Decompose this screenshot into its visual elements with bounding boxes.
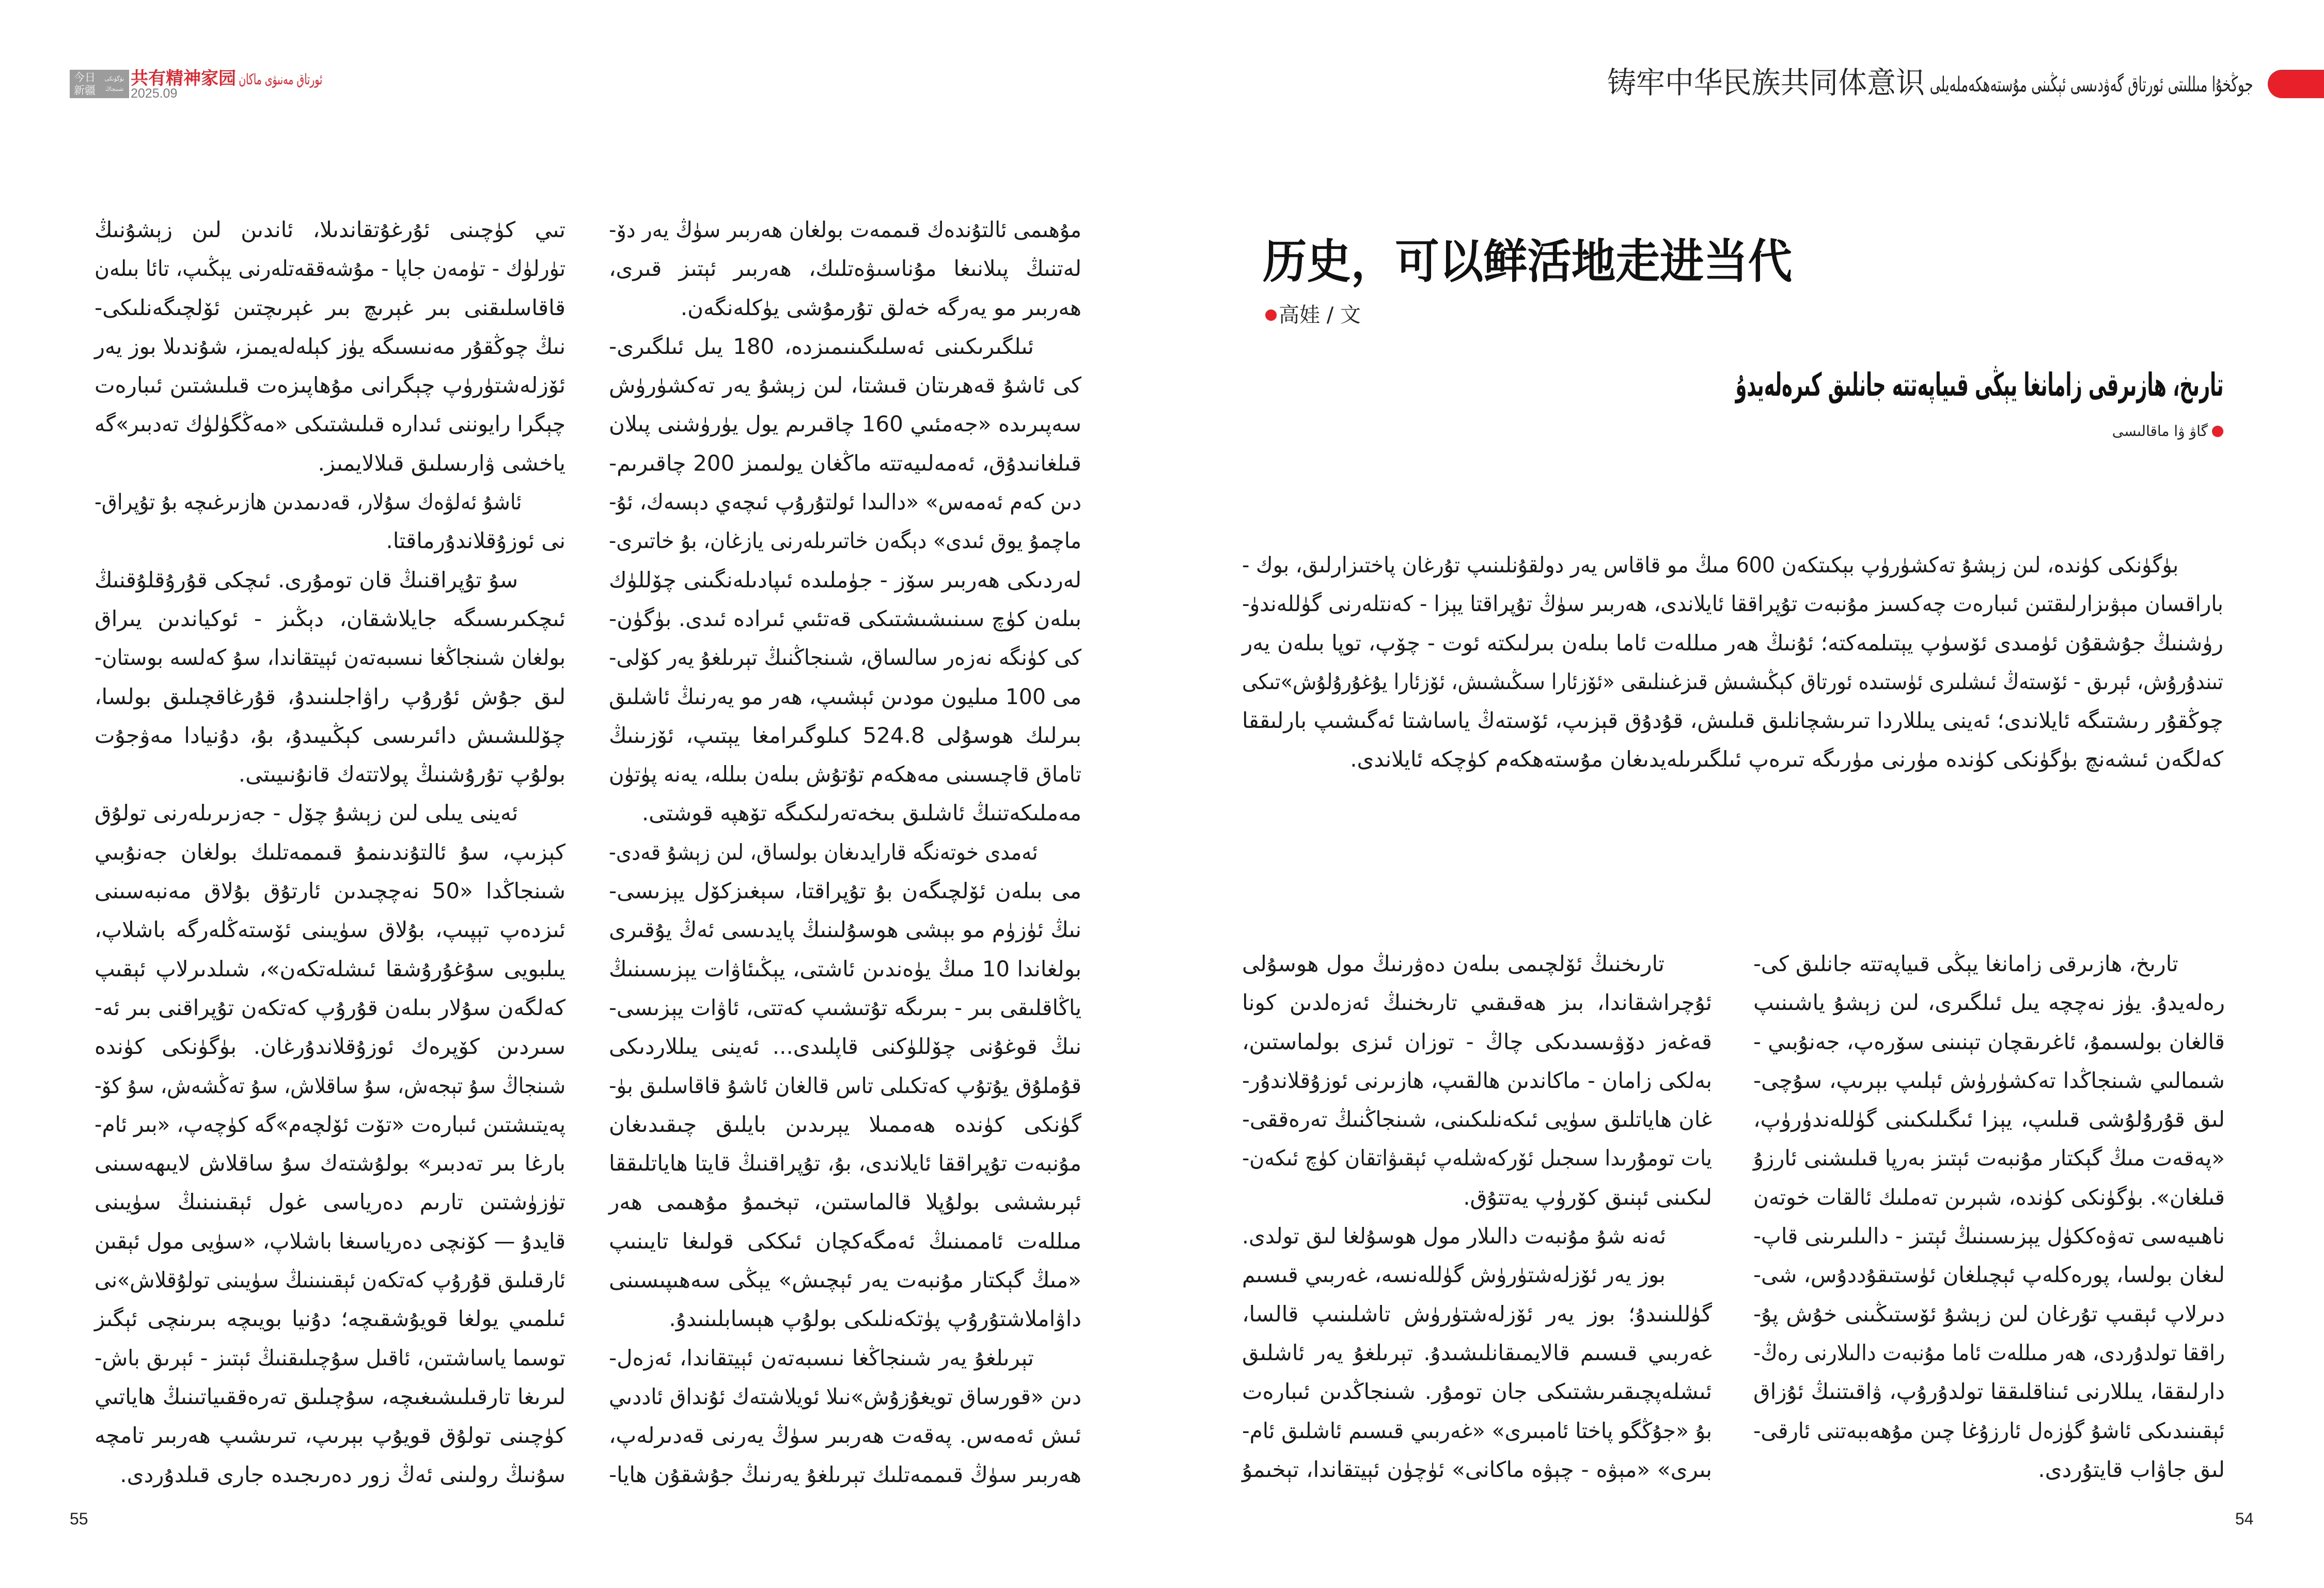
text-line xyxy=(1242,740,2223,779)
text-line-content: تۈرلۈك - تۈمەن جاپا - مۇشەققەتلەرنى يېڭىپ، تائا بىلەن xyxy=(94,256,566,282)
text-line-content: لەتنىڭ پىلانىغا مۇناسىۋەتلىك، ھەربىر ئېتىز قىرى، xyxy=(609,256,1081,282)
text-line-content: بارغا بىر تەدبىر» بولۇشتەك سۇ ساقلاش لايىھەسىنى xyxy=(95,1150,566,1176)
text-line-content: بوز يەر ئۆزلەشتۈرۈش گۈللەنسە، غەربىي قىسىم xyxy=(1242,1262,1666,1288)
logo-ug-line: شىنجاڭ xyxy=(105,85,124,92)
logo-cn-line: 今日 xyxy=(74,71,96,84)
paragraph xyxy=(95,482,566,561)
text-line xyxy=(609,288,1081,327)
text-line xyxy=(95,521,566,560)
text-line xyxy=(95,327,566,366)
text-line xyxy=(1753,1217,2225,1255)
text-line-content: لەردىكى ھەربىر سۆز - جۈملىدە ئىپادىلەنگىنى چۆللۈك xyxy=(609,567,1081,593)
text-line-content: ئىزدەپ تېپىپ، بۇلاق سۈيىنى ئۆستەڭلەرگە باشلاپ، xyxy=(95,917,566,943)
text-line-content: تۈزۈشتىن تارىم دەرياسى غول ئېقىنىنىڭ سۈيىنى xyxy=(95,1189,566,1215)
text-line-content: ئىچكىرىسىگە جايلاشقان، دېڭىز - ئوكياندىن يىراق xyxy=(95,605,566,631)
text-line-content: مىللەت ئاممىنىڭ ئەمگەكچان ئىككى قولىغا تايىنىپ xyxy=(609,1228,1081,1254)
text-line xyxy=(1753,1100,2225,1139)
text-line xyxy=(609,871,1081,910)
text-line-content: مى بىلەن ئۆلچىگەن بۇ تۇپراقتا، سېغىزكۆل يېزىسى- xyxy=(609,878,1081,904)
text-line xyxy=(609,599,1081,638)
text-line xyxy=(1242,624,2223,662)
text-line xyxy=(1242,1061,1712,1100)
text-line xyxy=(1242,1178,1712,1217)
text-line-content: نىڭ ئۈزۈم مو بېشى ھوسۇلىنىڭ پايدىسى ئەڭ يۇقىرى xyxy=(609,917,1081,943)
magazine-logo xyxy=(70,70,129,98)
paragraph xyxy=(609,327,1081,833)
text-line xyxy=(95,404,566,443)
text-line xyxy=(609,1377,1081,1416)
text-line-content: لىكىنى ئېنىق كۆرۈپ يەتتۇق. xyxy=(1463,1184,1712,1210)
section-tab-marker xyxy=(2268,70,2324,98)
text-line xyxy=(609,716,1081,755)
page-number-right: 54 xyxy=(2235,1509,2254,1528)
paragraph xyxy=(95,210,566,482)
text-line xyxy=(1242,944,1712,983)
text-line-content: بىرلىك ھوسۇلى 524.8 كىلوگىرامغا يېتىپ، ئۆزىنىڭ xyxy=(609,722,1081,748)
text-line-content: ئارقىلىق قۇرۇپ كەتكەن ئېقىنىنىڭ سۈيىنى تولۇقلاش»نى xyxy=(95,1267,566,1293)
text-line-content: «مىڭ گېكتار مۇنبەت يەر ئېچىش» يېڭى سەھىپىسىنى xyxy=(609,1267,1081,1293)
text-line-content: بولغاندا 10 مىڭ يۈەندىن ئاشتى، يېڭىئاۋات يېزىسىنىڭ xyxy=(608,956,1081,982)
text-line-content: ئىلمىي يولغا قويۇشقىچە؛ دۇنيا بويىچە بىرىنچى ئېگىز xyxy=(95,1306,566,1332)
text-line xyxy=(96,988,566,1027)
text-line-content: غەربىي قىسىم قالايمىقانلىشىدۇ. تېرىلغۇ يەر ئاشلىق xyxy=(1242,1340,1712,1365)
text-line xyxy=(95,599,566,638)
text-line-content: ئەينى يىلى لىن زېشۇ چۆل - جەزىرىلەرنى تولۇق xyxy=(95,800,519,826)
text-line-content: ئىلگىرىكىنى ئەسلىگىنىمىزدە، 180 يىل ئىلگىرى- xyxy=(609,333,1034,359)
text-line xyxy=(95,755,566,793)
text-line-content: قاقاسلىقنى بىر غېرىچ بىر غېرىچتىن ئۆلچىگەنلىكى- xyxy=(95,294,566,320)
text-line xyxy=(609,677,1081,716)
text-line xyxy=(95,949,566,988)
text-line-content: تېرىلغۇ يەر شىنجاڭغا نىسبەتەن ئېيتقاندا، ئەزەل- xyxy=(609,1345,1034,1371)
text-line-content: تارىخ، ھازىرقى زامانغا يېڭى قىياپەتتە جانلىق كى- xyxy=(1753,951,2178,976)
article-title-uyghur-text: تارىخ، ھازىرقى زامانغا يېڭى قىياپەتتە جانلىق كىرەلەيدۇ xyxy=(1735,366,2223,403)
text-line-content: سۇنىڭ رولىنى ئەڭ زور دەرىجىدە جارى قىلدۇردى. xyxy=(120,1461,566,1487)
text-line xyxy=(609,755,1081,793)
text-line xyxy=(609,793,1081,832)
text-line-content: راققا تولدۇردى، ھەر مىللەت ئاما مۇنبەت دالىلارنى رەڭ- xyxy=(1753,1340,2225,1365)
bullet-dot-icon xyxy=(1265,309,1277,321)
text-line-content: قىلغانىدۇق، ئەمەلىيەتتە ماڭغان يولىمىز 200 چاقىرىم- xyxy=(609,450,1081,476)
text-line-content: سىردىن كۆپرەك ئوزۇقلاندۇرغان. بۈگۈنكى كۈندە xyxy=(95,1034,566,1060)
text-line-content: بولغان شىنجاڭغا نىسبەتەن ئېيتقاندا، سۇ كەلسە بوستان- xyxy=(94,645,566,671)
text-line xyxy=(95,1455,566,1494)
column-title-chinese: 共有精神家园 xyxy=(131,68,236,89)
text-line-content: ماچمۇ يوق ئىدى» دېگەن خاتىرىلەرنى يازغان، بۇ خاتىرى- xyxy=(609,528,1081,554)
text-line-content: شىنجاڭ سۇ تېجەش، سۇ ساقلاش، سۇ تەڭشەش، سۇ كۆ- xyxy=(95,1072,566,1098)
text-line xyxy=(1753,1255,2225,1294)
text-line xyxy=(95,444,566,482)
text-line xyxy=(1242,1100,1712,1139)
byline-chinese-text: 高娃 / 文 xyxy=(1279,303,1361,327)
logo-cn-line: 新疆 xyxy=(74,84,96,97)
text-line xyxy=(1242,546,2223,584)
text-line-content: لىق قۇرۇلۇشى قىلىپ، يېزا ئىگىلىكىنى گۈللەندۈرۈپ، xyxy=(1753,1107,2225,1132)
text-line-content: ئۆزلەشتۈرۈپ چېگرانى مۇھاپىزەت قىلىشتىن ئىبارەت xyxy=(95,372,566,398)
text-line-content: بولۇپ تۇرۇشنىڭ پولاتتەك قانۇنىيىتى. xyxy=(238,761,566,787)
slogan-chinese-text: 铸牢中华民族共同体意识 xyxy=(1607,65,1925,100)
text-line xyxy=(95,716,566,755)
text-line xyxy=(1242,1450,1712,1489)
text-line xyxy=(609,1416,1081,1455)
text-line xyxy=(94,249,566,288)
text-line xyxy=(95,1066,566,1105)
text-line-content: ئېرىششى بولۇپلا قالماستىن، تېخىمۇ مۇھىمى ھەر xyxy=(609,1189,1081,1215)
text-line-content: «پەقەت مىڭ گېكتار مۇنبەت ئېتىز بەرپا قىلىشنى ئارزۇ xyxy=(1753,1145,2225,1171)
text-line-content: ناھىيەسى تەۋەككۈل يېزىسىنىڭ ئېتىز - دالىلىرىنى قاپ- xyxy=(1753,1223,2225,1249)
text-line-content: پەيتىشتىن ئىبارەت «تۆت ئۆلچەم»گە كۈچەپ، «بىر ئام- xyxy=(94,1111,566,1137)
text-line xyxy=(1753,1061,2225,1100)
text-line xyxy=(610,1144,1081,1182)
text-column-page54-right xyxy=(1753,944,2225,1489)
text-line xyxy=(95,1222,566,1260)
column-title-uyghur xyxy=(239,70,322,89)
text-line-content: ئەنە شۇ مۇنبەت دالىلار مول ھوسۇلغا لىق تولدى. xyxy=(1242,1223,1666,1249)
intro-paragraph-block xyxy=(1242,546,2223,779)
text-line-content: كى ئاشۇ قەھرىتان قىشتا، لىن زېشۇ يەر تەكشۈرۈش xyxy=(609,372,1081,398)
text-line-content: كەلگەن سۇلار بىلەن قۇرۇپ كەتكەن تۇپراقنى بىر ئە- xyxy=(94,994,566,1020)
text-line-content: ئىشلەپچىقىرىشتىكى جان تومۇر. شىنجاڭدىن ئىبارەت xyxy=(1242,1379,1712,1405)
text-line xyxy=(1242,1411,1712,1450)
text-line-content: كېزىپ، سۇ ئالتۇندىنمۇ قىممەتلىك بولغان جەنۇبىي xyxy=(95,839,566,865)
text-line-content: نى ئوزۇقلاندۇرماقتا. xyxy=(386,528,566,554)
text-line-content: تىي كۈچىنى ئۇرغۇتقاندىلا، ئاندىن لىن زېشۇنىڭ xyxy=(95,217,566,242)
text-line xyxy=(1753,983,2225,1022)
text-line-content: قەغەز دۆۋىسىدىكى چاڭ - توزان ئىزى بولماستىن، xyxy=(1242,1029,1712,1054)
text-line xyxy=(95,1182,566,1221)
text-line xyxy=(609,521,1081,560)
text-column-page55-right xyxy=(609,210,1081,1494)
paragraph xyxy=(1242,546,2223,779)
text-line xyxy=(95,1260,566,1299)
text-line xyxy=(95,366,566,404)
text-line xyxy=(1753,944,2225,983)
text-line xyxy=(609,949,1081,988)
text-line-content: لىق جۇش ئۇرۇپ راۋاجلىنىدۇ، قۇرغاقچىلىق بولسا، xyxy=(95,683,566,709)
text-line-content: شىمالىي شىنجاڭدا تەكشۈرۈش ئېلىپ بېرىپ، سۇچى- xyxy=(1753,1067,2225,1093)
text-line-content: باراقسان مېۋىزارلىقتىن ئىبارەت چەكسىز مۇنبەت تۇپراققا ئايلاندى، ھەربىر سۈڭ تۇپراقتا يېزا - كەنتلەرنى گۈللەندۈ- xyxy=(1242,591,2223,617)
text-line xyxy=(1242,1295,1712,1333)
paragraph xyxy=(95,793,566,1493)
text-line xyxy=(95,1299,566,1338)
page-number-left: 55 xyxy=(70,1509,88,1528)
text-line-content: سەپىرىدە «جەمئىي 160 چاقىرىم يول يۈرۈشنى پىلان xyxy=(609,411,1081,437)
paragraph xyxy=(609,833,1081,1338)
text-line-content: بەلكى زامان - ماكاندىن ھالقىپ، ھازىرنى ئوزۇقلاندۇر- xyxy=(1242,1067,1712,1093)
text-line xyxy=(609,366,1081,404)
text-line xyxy=(95,833,566,871)
text-line-content: يىلبويى سۇغۇرۇشقا ئىشلەتكەن»، شىلدىرلاپ ئېقىپ xyxy=(95,956,566,982)
text-line-content: شىنجاڭدا «50 نەچچىدىن ئارتۇق بۇلاق مەنبەسىنى xyxy=(95,878,566,904)
text-line-content: رەلەيدۇ. يۈز نەچچە يىل ئىلگىرى، لىن زېشۇ ياشىنىپ xyxy=(1753,990,2225,1016)
text-line xyxy=(609,404,1081,443)
text-line xyxy=(1753,1178,2225,1217)
byline-uyghur-text: گاۋ ۋا ماقالىسى xyxy=(2112,423,2208,440)
text-line-content: ئۇچراشقاندا، بىز ھەقىقىي تارىخنىڭ ئەزەلدىن كونا xyxy=(1242,990,1712,1016)
paragraph xyxy=(1753,944,2225,1489)
text-line xyxy=(1242,1333,1712,1372)
text-line xyxy=(609,1455,1081,1494)
text-line xyxy=(609,444,1081,482)
text-line-content: بۇ «جۇڭگو پاختا ئامبىرى» «غەربىي قىسىم ئاشلىق ئام- xyxy=(1242,1418,1712,1443)
text-line xyxy=(1753,1372,2225,1411)
text-line xyxy=(609,1222,1081,1260)
text-line xyxy=(609,1105,1081,1144)
paragraph xyxy=(1242,1217,1712,1255)
text-line xyxy=(609,1299,1081,1338)
text-line-content: ھەربىر سۈڭ قىممەتلىك تېرىلغۇ يەرنىڭ جۇشقۇن ھايا- xyxy=(609,1461,1081,1487)
text-line xyxy=(609,249,1081,288)
article-title-uyghur xyxy=(1735,362,2223,408)
text-line-content: نىڭ قوغۇنى چۆللۈكنى قاپلىدى... ئەينى يىللاردىكى xyxy=(609,1034,1081,1060)
text-line xyxy=(609,833,1081,871)
text-line-content: تارىخنىڭ ئۆلچىمى بىلەن دەۋرنىڭ مول ھوسۇلى xyxy=(1242,951,1665,976)
text-column-page54-left xyxy=(1242,944,1712,1489)
paragraph xyxy=(609,1338,1081,1494)
text-line xyxy=(609,910,1081,949)
text-line xyxy=(609,638,1081,677)
text-line-content: تىندۇرۇش، ئېرىق - ئۆستەڭ ئىشلىرى ئۈستىدە ئورتاق كېڭىشىش قىزغىنلىقى «ئۆزئارا سىڭىشىش، ئۆزئارا يۇغۇرۇلۇش»تىكى xyxy=(1242,668,2223,694)
text-line xyxy=(609,1260,1081,1299)
text-line-content: قۇملۇق يۇتۇپ كەتكىلى تاس قالغان ئاشۇ قاقاسلىق بۈ- xyxy=(609,1072,1081,1098)
paragraph xyxy=(95,561,566,794)
bullet-dot-icon xyxy=(2212,426,2223,437)
text-line xyxy=(1242,1217,1712,1255)
logo-uyghur xyxy=(100,70,129,98)
text-line xyxy=(95,677,566,716)
text-line xyxy=(95,1416,566,1455)
text-line xyxy=(95,561,566,599)
text-line-content: بىرى» «مېۋە - چېۋە ماكانى» ئۈچۈن ئېيتقاندا، تېخىمۇ xyxy=(1242,1456,1712,1482)
text-line xyxy=(609,327,1081,366)
text-line xyxy=(1242,584,2223,623)
text-line-content: دىن كەم ئەمەس» «دالىدا ئولتۇرۇپ ئىچەي دېسەك، ئۇ- xyxy=(609,489,1081,515)
text-line-content: ئەمدى خوتەنگە قارايدىغان بولساق، لىن زېشۇ قەدى- xyxy=(609,839,1038,865)
text-line xyxy=(94,638,566,677)
text-line-content: مۇنبەت تۇپراققا ئايلاندى، بۇ، تۇپراقنىڭ قايتا ھاياتلىققا xyxy=(609,1150,1081,1176)
text-line xyxy=(95,871,566,910)
byline-chinese xyxy=(1265,303,1361,328)
text-line xyxy=(609,1182,1081,1221)
text-line xyxy=(1242,1022,1712,1061)
text-line xyxy=(94,1338,566,1377)
text-line-content: كۈچىنى تولۇق قويۇپ بېرىپ، تىرىشىپ ھەربىر تامچە xyxy=(95,1423,566,1449)
text-line-content: تاماق قاچىسىنى مەھكەم تۇتۇش بىلەن بىللە، يەنە پۈتۈن xyxy=(609,761,1081,787)
text-line xyxy=(609,482,1081,521)
column-title-uyghur-text: ئورتاق مەنىۋى ماكان xyxy=(239,71,322,88)
text-line xyxy=(609,1338,1081,1377)
text-line xyxy=(94,482,566,521)
text-line-content: ياخشى ۋارىسلىق قىلالايمىز. xyxy=(318,450,566,476)
text-line-content: ئىش ئەمەس. پەقەت ھەربىر سۈڭ يەرنى قەدىرلەپ، xyxy=(609,1423,1081,1449)
text-line-content: كى كۈنگە نەزەر سالساق، شىنجاڭنىڭ تېرىلغۇ يەر كۆلى- xyxy=(609,645,1081,671)
slogan-uyghur-text: جوڭخۇا مىللىتى ئورتاق گەۋدىسى ئېڭىنى مۇستەھكەملەيلى xyxy=(1930,73,2253,97)
text-line-content: چېگرا رايوننى ئىدارە قىلىشتىكى «مەڭگۈلۈك تەدبىر»گە xyxy=(95,411,566,437)
text-line-content: مۇھىمى ئالتۇندەك قىممەت بولغان ھەربىر سۈڭ يەر دۆ- xyxy=(609,217,1081,242)
text-line-content: لىرىغا تارقىلىشىغىچە، سۇچىلىق تەرەققىياتىنىڭ ھاياتىي xyxy=(95,1383,566,1409)
text-line xyxy=(1753,1411,2225,1450)
text-line-content: چۆللىشىش دائىرىسى كېڭىيىدۇ، بۇ، دۇنيادا مەۋجۇت xyxy=(95,722,566,748)
paragraph xyxy=(609,210,1081,327)
text-line xyxy=(609,561,1081,599)
text-line xyxy=(95,288,566,327)
text-line-content: ياڭاقلىقى بىر - بىرىگە تۇتىشىپ كەتتى، ئاۋات يېزىسى- xyxy=(609,994,1081,1020)
text-line-content: غان ھاياتلىق سۈيى ئىكەنلىكىنى، شىنجاڭنىڭ تەرەققى- xyxy=(1242,1107,1712,1132)
text-line xyxy=(1242,1139,1712,1177)
text-line-content: قىلغان». بۈگۈنكى كۈندە، شېرىن تەملىك ئالقات خوتەن xyxy=(1753,1184,2225,1210)
text-line-content: بىلەن كۈچ سىنىشىشتىكى قەتئىي ئىرادە ئىدى. بۈگۈن- xyxy=(609,605,1081,631)
text-line xyxy=(94,1105,566,1144)
article-title-chinese-text: 历史，可以鲜活地走进当代 xyxy=(1263,235,1792,289)
issue-date: 2025.09 xyxy=(131,86,178,101)
text-line-content: يات تومۇرىدا سىجىل ئۆركەشلەپ ئېقىۋاتقان كۈچ ئىكەن- xyxy=(1242,1145,1712,1171)
text-line xyxy=(1242,1255,1712,1294)
text-line-content: گۈنكى كۈندە ھەممىلا يېرىدىن بايلىق چىقىدىغان xyxy=(609,1111,1081,1137)
text-line-content: نىڭ چوڭقۇر مەنىسىگە يۈز كېلەلەيمىز، شۇندىلا بوز يەر xyxy=(95,333,566,359)
text-line xyxy=(1753,1333,2225,1372)
text-line-content: قالغان بولسىمۇ، ئاغرىقچان تېنىنى سۆرەپ، جەنۇبىي - xyxy=(1753,1029,2225,1054)
text-line-content: دىرلاپ ئېقىپ تۇرغان لىن زېشۇ ئۆستىڭىنى خۇش پۇ- xyxy=(1753,1301,2225,1327)
text-line xyxy=(95,1027,566,1066)
logo-ug-line: بۈگۈنكى xyxy=(104,75,124,82)
text-line-content: قايدۇ — كۆنچى دەرياسىغا باشلاپ، «سۈيى مول ئېقىن xyxy=(95,1228,566,1254)
text-line-content: ئاشۇ ئەلۋەك سۇلار، قەدىمدىن ھازىرغىچە بۇ تۇپراق- xyxy=(94,489,522,515)
text-line xyxy=(1242,701,2223,740)
text-line-content: رۈشنىڭ جۇشقۇن ئۈمىدى ئۆسۈپ يېتىلمەكتە؛ ئۇنىڭ ھەر مىللەت ئاما بىلەن بىرلىكتە ئوت - چۆپ، توپا بىلەن يەر xyxy=(1242,630,2223,656)
article-title-chinese xyxy=(1263,233,1792,290)
text-line-content: گۈللىنىدۇ؛ بوز يەر ئۆزلەشتۈرۈش تاشلىنىپ قالسا، xyxy=(1242,1301,1712,1327)
text-line xyxy=(95,793,566,832)
text-line-content: چوڭقۇر رىشتىگە ئايلاندى؛ ئەينى يىللاردا تىرىشچانلىق قىلىش، قۇدۇق قېزىپ، ئۆستەڭ ياساشتا ئەگىشىپ بارلىققا xyxy=(1242,708,2223,734)
text-line-content: سۇ تۇپراقنىڭ قان تومۇرى. ئىچكى قۇرۇقلۇقنىڭ xyxy=(95,567,519,593)
text-line xyxy=(609,1027,1081,1066)
text-line xyxy=(95,210,566,249)
text-line-content: ھەربىر مو يەرگە خەلق تۇرمۇشى يۈكلەنگەن. xyxy=(680,294,1081,320)
paragraph xyxy=(1242,944,1712,1217)
text-line-content: مەملىكەتنىڭ ئاشلىق بىخەتەرلىكىگە تۆھپە قوشتى. xyxy=(641,800,1081,826)
logo-chinese xyxy=(70,70,100,98)
text-line xyxy=(609,210,1081,249)
text-line xyxy=(95,1144,566,1182)
text-line xyxy=(96,1377,566,1416)
paragraph xyxy=(1242,1255,1712,1489)
text-line-content: بۈگۈنكى كۈندە، لىن زېشۇ تەكشۈرۈپ بېكىتكەن 600 مىڭ مو قاقاس يەر دولقۇنلىنىپ تۇرغان پاختىزارلىق، بوك - xyxy=(1242,552,2179,578)
text-line xyxy=(609,988,1081,1027)
text-line xyxy=(1753,1295,2225,1333)
text-line-content: لىغان بولسا، پورەكلەپ ئېچىلغان ئۈستىقۇددۇس، شى- xyxy=(1753,1262,2225,1288)
text-line-content: توسما ياساشتىن، ئاقىل سۇچىلىقنىڭ ئېتىز - ئېرىق باش- xyxy=(94,1345,566,1371)
text-line-content: دىن «قورساق تويغۇزۇش»نىلا ئويلاشتەك ئۇنداق ئاددىي xyxy=(609,1383,1081,1409)
slogan-uyghur xyxy=(1930,71,2253,98)
text-line xyxy=(609,1066,1081,1105)
byline-uyghur xyxy=(2061,421,2223,442)
text-line xyxy=(1753,1022,2225,1061)
text-line-content: ئېقىنىدىكى ئاشۇ گۈزەل ئارزۇغا چىن مۇھەببەتنى ئارقى- xyxy=(1753,1418,2225,1443)
text-line-content: كەلگەن ئىشەنچ بۈگۈنكى كۈندە مۈرنى مۈرىگە تىرەپ ئىلگىرىلەيدىغان مۇستەھكەم كۈچكە ئايلاندى. xyxy=(1350,746,2223,772)
text-line xyxy=(1242,1372,1712,1411)
text-line xyxy=(1242,662,2223,701)
text-line-content: لىق جاۋاب قايتۇردى. xyxy=(2038,1456,2225,1482)
text-line xyxy=(1753,1450,2225,1489)
text-line-content: دارلىققا، يىللارنى ئىناقلىققا تولدۇرۇپ، ۋاقىتنىڭ ئۇزاق xyxy=(1753,1379,2225,1405)
text-line xyxy=(1242,983,1712,1022)
text-line xyxy=(95,910,566,949)
text-line xyxy=(1753,1139,2225,1177)
text-line-content: مى 100 مىليون مودىن ئېشىپ، ھەر مو يەرنىڭ ئاشلىق xyxy=(609,683,1081,709)
text-column-page55-left xyxy=(95,210,566,1494)
text-line-content: داۋاملاشتۇرۇپ پۈتكەنلىكى بولۇپ ھېسابلىنىدۇ. xyxy=(669,1306,1081,1332)
